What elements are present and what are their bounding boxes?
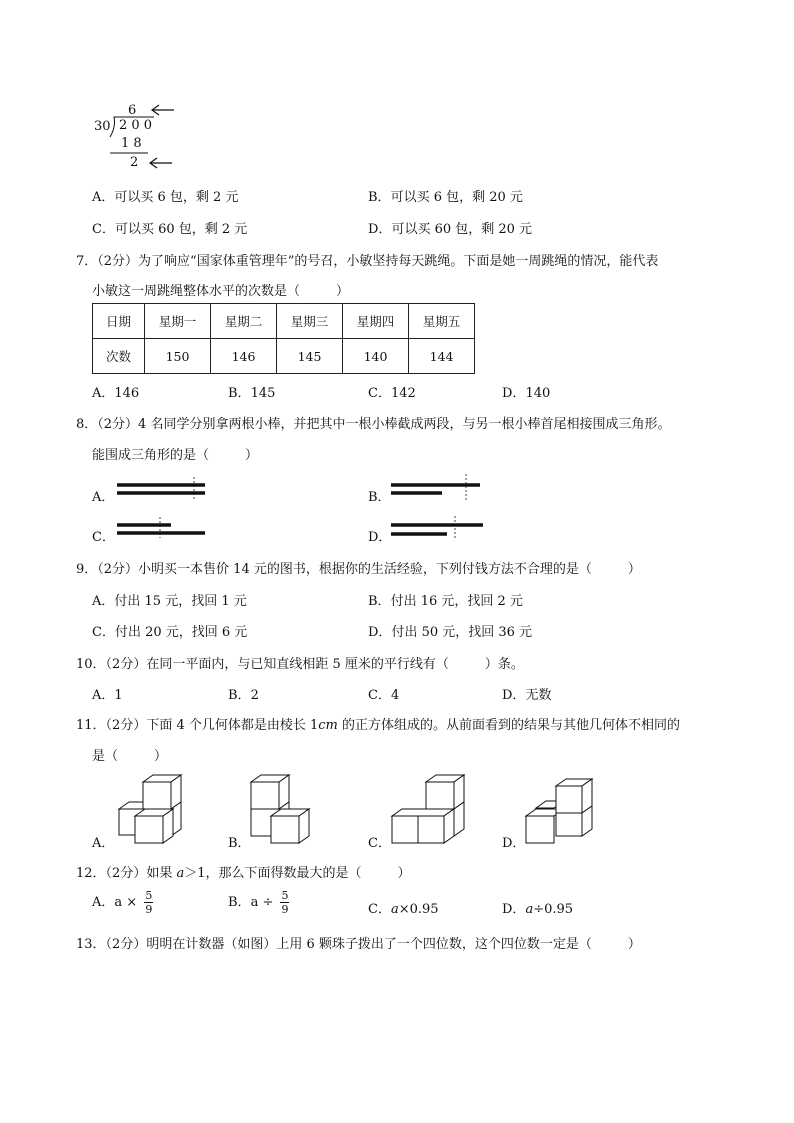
division-divisor: 30 (94, 119, 111, 134)
q10-stem: 10．（2分）在同一平面内，与已知直线相距 5 厘米的平行线有（ ）条。 (76, 657, 524, 672)
option-letter: B． (368, 490, 391, 505)
table-cell: 146 (211, 339, 277, 374)
option-letter: D． (368, 222, 392, 237)
option-text: 145 (250, 386, 276, 401)
option-letter: A． (92, 594, 115, 609)
q9-stem: 9．（2分）小明买一本售价 14 元的图书，根据你的生活经验，下列付钱方法不合理的是（ ） (76, 562, 641, 577)
q8-stem-line2: 能围成三角形的是（ ） (92, 448, 259, 463)
q6-option-d[interactable] (368, 218, 532, 237)
q7-option-a[interactable] (92, 382, 139, 401)
option-letter: C． (368, 386, 391, 401)
option-variable: a (525, 902, 534, 917)
q6-option-b[interactable] (368, 186, 523, 205)
q11-stem-line1: 11．（2分）下面 4 个几何体都是由棱长 1cm 的正方体组成的。从前面看到的结果与其他几何体不相同的 (76, 718, 681, 733)
option-letter: A． (92, 836, 115, 851)
option-text: 142 (390, 386, 416, 401)
table-cell: 星期一 (145, 304, 211, 339)
table-cell: 次数 (93, 339, 145, 374)
option-variable: a (390, 902, 399, 917)
option-text: a ÷ (250, 895, 274, 910)
option-text: ×0.95 (398, 902, 439, 917)
option-text: 付出 15 元，找回 1 元 (114, 594, 247, 609)
q10-option-c[interactable] (368, 684, 399, 703)
option-letter: A． (92, 190, 115, 205)
q8-sticks-b-figure (391, 473, 483, 501)
option-letter: A． (92, 688, 115, 703)
option-letter: B． (368, 190, 391, 205)
q11-option-a[interactable] (92, 832, 114, 851)
option-text: a × (114, 895, 138, 910)
q11-cubes-b-figure (249, 772, 311, 844)
option-letter: C． (92, 222, 115, 237)
table-cell: 星期三 (277, 304, 343, 339)
q8-option-c[interactable] (92, 526, 115, 545)
option-letter: C． (92, 530, 115, 545)
q8-option-d[interactable] (368, 526, 391, 545)
q8-option-b[interactable] (368, 486, 391, 505)
q12-option-b[interactable] (228, 889, 292, 916)
q8-stem-line1: 8．（2分）4 名同学分别拿两根小棒，并把其中一根小棒截成两段，与另一根小棒首尾相接围成三角形。 (76, 417, 671, 432)
q8-sticks-d-figure (391, 514, 487, 540)
q11-option-d[interactable] (502, 832, 525, 851)
q11-cubes-d-figure (524, 772, 594, 844)
option-text: 可以买 6 包，剩 20 元 (390, 190, 523, 205)
option-letter: B． (228, 386, 251, 401)
option-text: 无数 (525, 688, 552, 703)
option-text: 付出 16 元，找回 2 元 (390, 594, 523, 609)
q8-sticks-c-figure (117, 516, 209, 540)
q11-cubes-c-figure (390, 772, 466, 844)
q10-option-d[interactable] (502, 684, 551, 703)
table-cell: 星期五 (409, 304, 475, 339)
q12-option-a[interactable] (92, 889, 156, 916)
option-letter: D． (368, 625, 392, 640)
option-text: 可以买 6 包，剩 2 元 (114, 190, 239, 205)
option-letter: B． (228, 688, 251, 703)
table-cell: 145 (277, 339, 343, 374)
q6-option-a[interactable] (92, 186, 238, 205)
q7-option-b[interactable] (228, 382, 275, 401)
q12-option-c[interactable] (368, 898, 439, 917)
table-cell: 星期二 (211, 304, 277, 339)
option-text: 146 (114, 386, 140, 401)
option-letter: D． (502, 836, 526, 851)
table-cell: 日期 (93, 304, 145, 339)
left-arrow-icon (148, 157, 174, 169)
q11-option-b[interactable] (228, 832, 251, 851)
option-letter: B． (228, 836, 251, 851)
q11-cubes-a-figure (115, 772, 185, 844)
option-letter: D． (502, 386, 526, 401)
fraction-denominator: 9 (145, 903, 153, 916)
division-quotient: 6 (128, 103, 137, 118)
option-text: 1 (114, 688, 123, 703)
option-text: 可以买 60 包，剩 2 元 (114, 222, 248, 237)
option-letter: C． (368, 688, 391, 703)
option-text: 付出 50 元，找回 36 元 (391, 625, 533, 640)
q7-option-c[interactable] (368, 382, 416, 401)
fraction-numerator: 5 (145, 889, 153, 902)
option-letter: D． (502, 688, 526, 703)
option-text: 4 (390, 688, 400, 703)
fraction-denominator: 9 (281, 903, 289, 916)
fraction (144, 889, 153, 916)
option-letter: D． (368, 530, 392, 545)
option-letter: D． (502, 902, 526, 917)
q7-table (92, 303, 475, 374)
q12-option-d[interactable] (502, 898, 573, 917)
q12-stem: 12．（2分）如果 a＞1，那么下面得数最大的是（ ） (76, 866, 411, 881)
option-text: 2 (250, 688, 259, 703)
option-letter: C． (368, 836, 391, 851)
fraction (280, 889, 289, 916)
q9-option-a[interactable] (92, 590, 247, 609)
table-cell: 140 (343, 339, 409, 374)
option-letter: C． (92, 625, 115, 640)
option-letter: A． (92, 386, 115, 401)
q7-stem-line1: 7．（2分）为了响应“国家体重管理年”的号召，小敏坚持每天跳绳。下面是她一周跳绳的情况，能代表 (76, 254, 659, 269)
table-cell: 144 (409, 339, 475, 374)
q9-option-d[interactable] (368, 621, 532, 640)
q10-option-a[interactable] (92, 684, 123, 703)
table-row (93, 339, 475, 374)
q9-option-b[interactable] (368, 590, 523, 609)
table-row (93, 304, 475, 339)
division-product: 1 8 (121, 136, 142, 151)
division-dividend: 2 0 0 (119, 118, 153, 133)
q8-option-a[interactable] (92, 486, 114, 505)
option-letter: C． (368, 902, 391, 917)
option-letter: A． (92, 895, 115, 910)
option-letter: B． (368, 594, 391, 609)
option-letter: A． (92, 490, 115, 505)
q11-option-c[interactable] (368, 832, 391, 851)
q13-stem: 13．（2分）明明在计数器（如图）上用 6 颗珠子拨出了一个四位数，这个四位数一定是（ ） (76, 937, 641, 952)
option-text: 付出 20 元，找回 6 元 (114, 625, 248, 640)
q6-option-c[interactable] (92, 218, 247, 237)
option-letter: B． (228, 895, 251, 910)
q7-option-d[interactable] (502, 382, 550, 401)
q9-option-c[interactable] (92, 621, 247, 640)
table-cell: 150 (145, 339, 211, 374)
division-remainder: 2 (130, 155, 139, 170)
q11-stem-line2: 是（ ） (92, 749, 168, 764)
q7-stem-line2: 小敏这一周跳绳整体水平的次数是（ ） (92, 284, 350, 299)
option-text: 140 (525, 386, 551, 401)
q8-sticks-a-figure (117, 476, 209, 500)
q10-option-b[interactable] (228, 684, 259, 703)
option-text: ÷0.95 (533, 902, 574, 917)
table-cell: 星期四 (343, 304, 409, 339)
option-text: 可以买 60 包，剩 20 元 (391, 222, 533, 237)
fraction-numerator: 5 (281, 889, 289, 902)
